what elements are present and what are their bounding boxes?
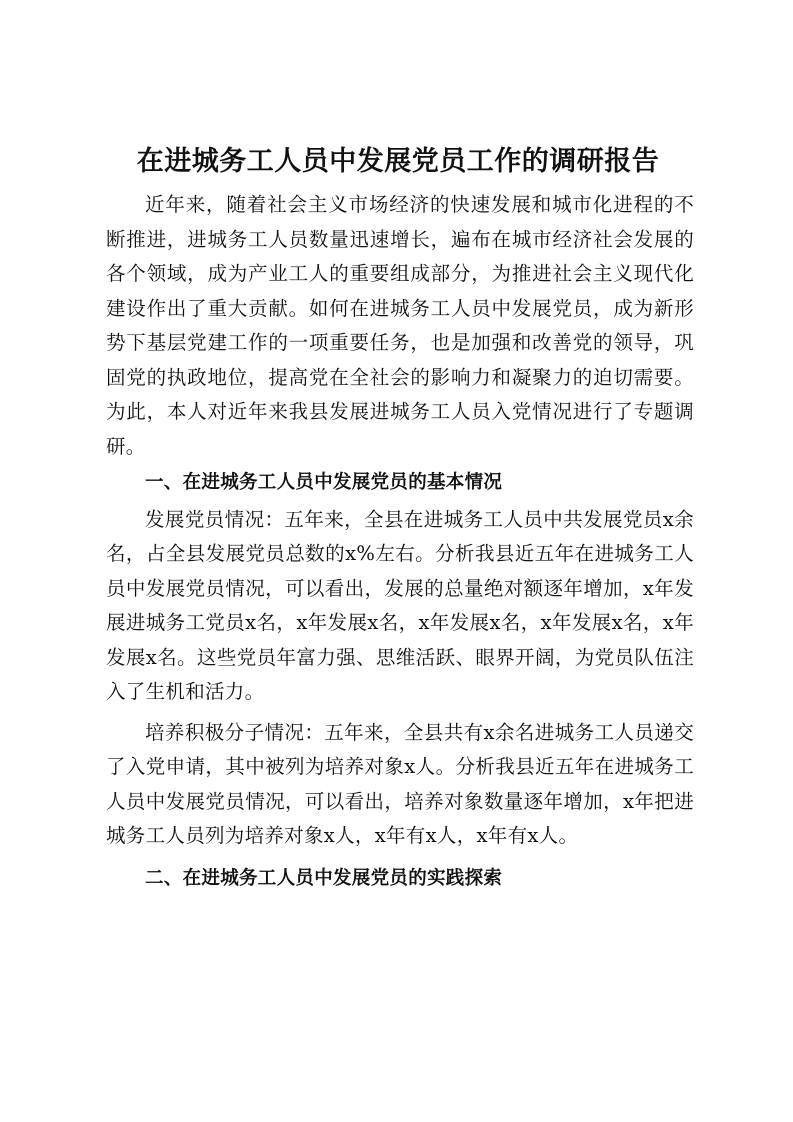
section-1-paragraph-1: 发展党员情况：五年来，全县在进城务工人员中共发展党员x余名，占全县发展党员总数的x%左右。分析我县近五年在进城务工人员中发展党员情况，可以看出，发展的总量绝对额逐年增加，x年发展进城务工党员x名，x年发展x名，x年发展x名，x年发展x名，x年发展x名。这些党员年富力强、思维活跃、眼界开阔，为党员队伍注入了生机和活力。 [106,507,694,703]
paragraph-spacer [106,854,694,860]
document-body [106,188,694,898]
section-1-paragraph-2: 培养积极分子情况：五年来，全县共有x余名进城务工人员递交了入党申请，其中被列为培养对象x人。分析我县近五年在进城务工人员中发展党员情况，可以看出，培养对象数量逐年增加，x年把进城务工人员列为培养对象x人，x年有x人，x年有x人。 [106,720,694,847]
document-title: 在进城务工人员中发展党员工作的调研报告 [136,146,660,177]
intro-paragraph: 近年来，随着社会主义市场经济的快速发展和城市化进程的不断推进，进城务工人员数量迅速增长，遍布在城市经济社会发展的各个领域，成为产业工人的重要组成部分，为推进社会主义现代化建设作出了重大贡献。如何在进城务工人员中发展党员，成为新形势下基层党建工作的一项重要任务，也是加强和改善党的领导，巩固党的执政地位，提高党在全社会的影响力和凝聚力的迫切需要。为此，本人对近年来我县发展进城务工人员入党情况进行了专题调研。 [106,193,694,458]
section-2-heading: 二、在进城务工人员中发展党员的实践探索 [145,867,503,889]
section-1-heading: 一、在进城务工人员中发展党员的基本情况 [145,472,503,493]
